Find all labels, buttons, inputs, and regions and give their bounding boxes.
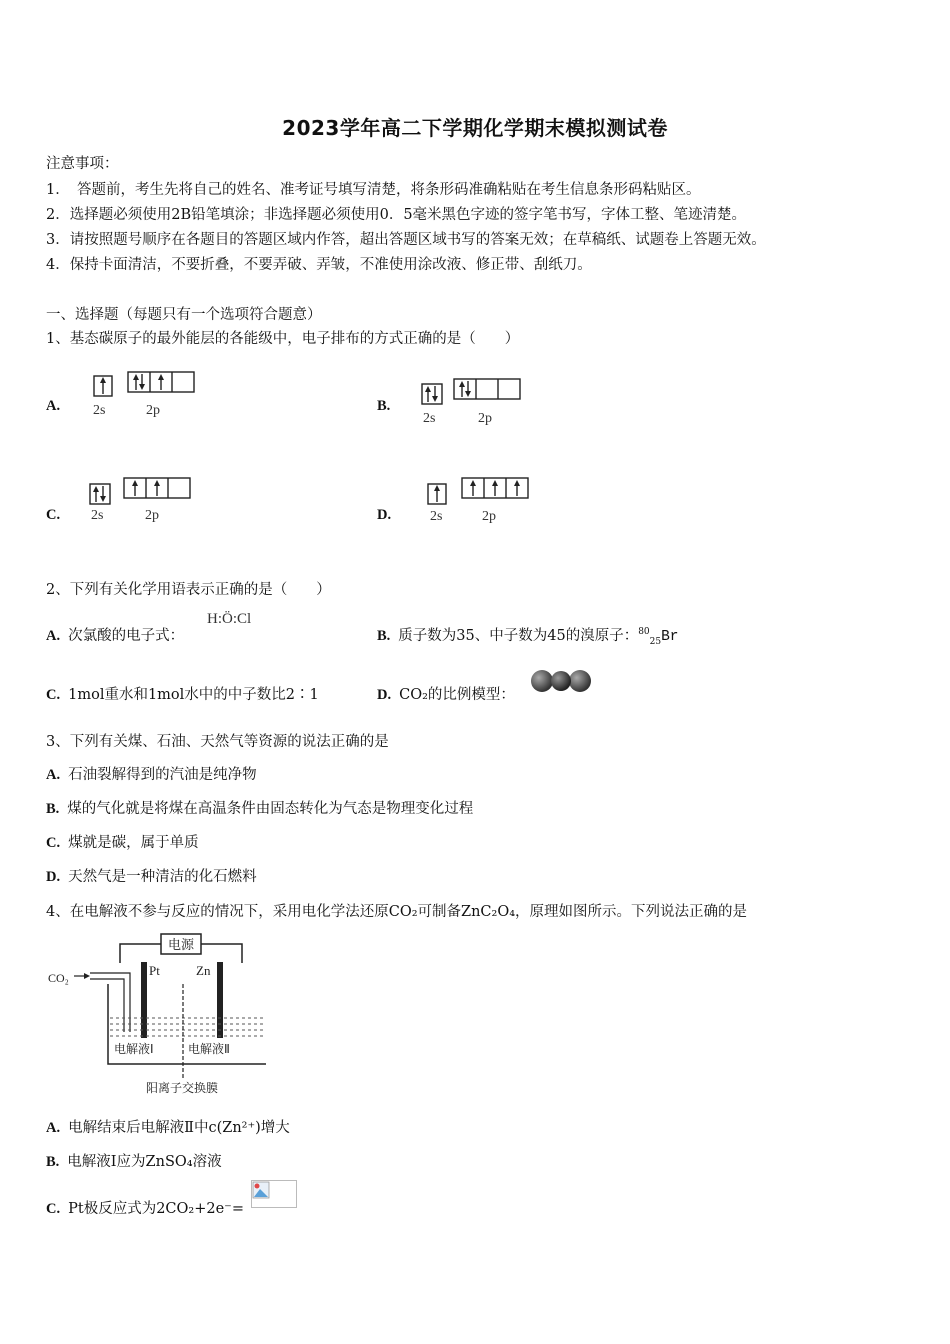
- notice-item: 2．选择题必须使用2B铅笔填涂；非选择题必须使用0．5毫米黑色字迹的签字笔书写，字体工整、笔迹清楚。: [46, 207, 747, 223]
- section-heading: 一、选择题（每题只有一个选项符合题意）: [46, 307, 322, 323]
- q1-option-c-2p-label: 2p: [145, 508, 159, 523]
- q1-option-b-2s-label: 2s: [423, 411, 436, 426]
- q1-option-b-2p-label: 2p: [478, 411, 492, 426]
- q3-option-d: D. 天然气是一种清洁的化石燃料: [46, 869, 257, 885]
- q1-option-a-letter: A.: [46, 398, 61, 414]
- membrane-label: 阳离子交换膜: [146, 1081, 219, 1095]
- co2-label: CO₂: [48, 971, 69, 985]
- electrolysis-cell-diagram: [46, 928, 266, 1098]
- q1-option-d-2p-label: 2p: [482, 509, 496, 524]
- question-2-stem: 2、下列有关化学用语表示正确的是（ ）: [46, 582, 331, 598]
- q1-option-c-letter: C.: [46, 507, 61, 523]
- notice-heading: 注意事项：: [46, 156, 119, 172]
- zn-electrode-label: Zn: [196, 963, 211, 978]
- page-title: 2023学年高二下学期化学期末模拟测试卷: [282, 116, 668, 140]
- q2-option-b: B. 质子数为35、中子数为45的溴原子：$^{80}_{25}$Br: [377, 627, 679, 647]
- q1-option-a-orbital-diagram: [90, 370, 200, 425]
- q2-option-a: A. 次氯酸的电子式：: [46, 628, 185, 644]
- notice-item: 4．保持卡面清洁，不要折叠，不要弄破、弄皱，不准使用涂改液、修正带、刮纸刀。: [46, 257, 592, 273]
- q1-option-a-2s-label: 2s: [93, 403, 106, 418]
- q1-option-a-2p-label: 2p: [146, 403, 160, 418]
- question-3-stem: 3、下列有关煤、石油、天然气等资源的说法正确的是: [46, 734, 389, 750]
- q2-option-c: C. 1mol重水和1mol水中的中子数比2∶1: [46, 687, 319, 703]
- q4-option-b: B. 电解液Ⅰ应为ZnSO₄溶液: [46, 1154, 222, 1170]
- q4-option-c: C. Pt极反应式为2CO₂+2e⁻=: [46, 1201, 244, 1217]
- question-1-stem: 1、基态碳原子的最外能层的各能级中，电子排布的方式正确的是（ ）: [46, 331, 520, 347]
- co2-space-filling-model: [528, 668, 594, 694]
- notice-item: 3．请按照题号顺序在各题目的答题区域内作答，超出答题区域书写的答案无效；在草稿纸、试题卷上答题无效。: [46, 232, 766, 248]
- q1-option-d-letter: D.: [377, 507, 392, 523]
- broken-image-icon: [251, 1180, 297, 1208]
- hclo-electron-formula: H:Ö:Cl: [207, 611, 252, 627]
- q1-option-d-2s-label: 2s: [430, 509, 443, 524]
- pt-electrode-label: Pt: [149, 963, 160, 978]
- solution-1-label: 电解液Ⅰ: [114, 1042, 154, 1056]
- q1-option-c-2s-label: 2s: [91, 508, 104, 523]
- solution-2-label: 电解液Ⅱ: [188, 1042, 230, 1056]
- q3-option-c: C. 煤就是碳，属于单质: [46, 835, 199, 851]
- notice-item: 1． 答题前，考生先将自己的姓名、准考证号填写清楚，将条形码准确粘贴在考生信息条形码粘贴区。: [46, 182, 701, 198]
- q3-option-a: A. 石油裂解得到的汽油是纯净物: [46, 767, 257, 783]
- q4-option-a: A. 电解结束后电解液Ⅱ中c(Zn²⁺)增大: [46, 1120, 290, 1136]
- question-4-stem: 4、在电解液不参与反应的情况下，采用电化学法还原CO₂可制备ZnC₂O₄，原理如图所示。下列说法正确的是: [46, 904, 748, 920]
- q2-option-d: D. CO₂的比例模型：: [377, 687, 515, 703]
- power-source-label: 电源: [167, 938, 195, 953]
- q1-option-b-letter: B.: [377, 398, 391, 414]
- q3-option-b: B. 煤的气化就是将煤在高温条件由固态转化为气态是物理变化过程: [46, 801, 474, 817]
